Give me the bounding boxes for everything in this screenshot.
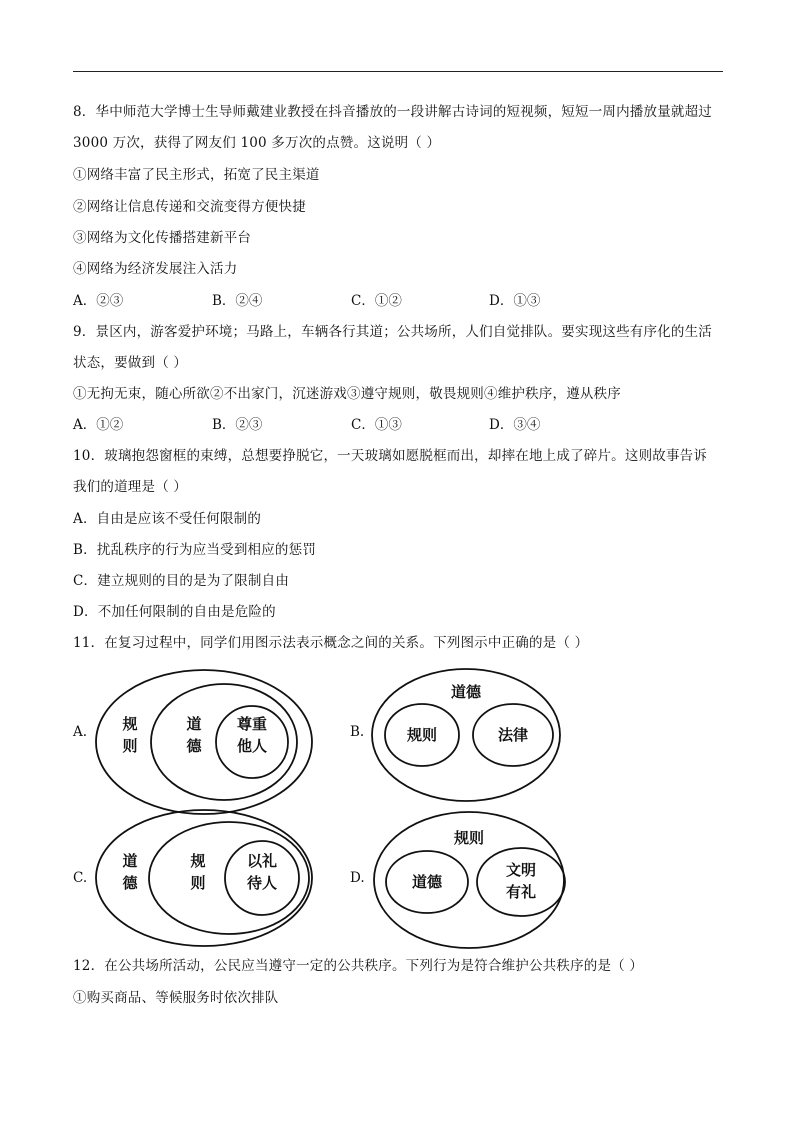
q10-stem-line2: 我们的道理是（ ） [73,479,188,495]
q8-stem-line2: 3000 万次，获得了网友们 100 多万次的点赞。这说明（ ） [73,135,441,151]
q8-option-d[interactable]: D．①③ [489,293,541,309]
diagram-b-left-label: 规则 [406,726,438,744]
q8-option-c[interactable]: C．①② [351,293,402,309]
q11-stem: 11．在复习过程中，同学们用图示法表示概念之间的关系。下列图示中正确的是（ ） [73,635,589,651]
diagram-d-left-label: 道德 [411,873,443,891]
diagram-d-outer-label: 规则 [453,829,485,847]
q12-item-1: ①购买商品、等候服务时依次排队 [73,990,279,1006]
q11-option-b-tag[interactable]: B. [350,724,365,740]
diagram-a-outer-label-2: 则 [122,737,138,755]
q10-option-a[interactable]: A．自由是应该不受任何限制的 [73,511,262,527]
diagram-a-inner-label-1: 尊重 [236,715,268,733]
diagram-a-middle-ellipse [151,684,297,800]
q11-option-c-tag[interactable]: C. [73,870,88,886]
diagram-a-middle-label-2: 德 [186,737,202,755]
q8-item-3: ③网络为文化传播搭建新平台 [73,230,252,246]
q9-option-d[interactable]: D．③④ [489,417,541,433]
diagram-c-outer-label-1: 道 [122,852,138,870]
q9-option-a[interactable]: A．①② [73,417,124,433]
q8-item-4: ④网络为经济发展注入活力 [73,261,238,277]
diagram-c-middle-label-1: 规 [190,852,206,870]
diagram-a-middle-label-1: 道 [186,715,202,733]
q10-option-d[interactable]: D．不加任何限制的自由是危险的 [73,604,276,620]
q9-stem-line2: 状态，要做到（ ） [73,355,188,371]
diagram-a-inner-label-2: 他人 [236,737,268,755]
q11-option-a-tag[interactable]: A. [73,724,88,740]
q9-stem-line1: 9．景区内，游客爱护环境；马路上，车辆各行其道；公共场所，人们自觉排队。要实现这些有序化的生活 [73,324,712,340]
diagram-c-middle-label-2: 则 [190,874,206,892]
diagram-b-outer-label: 道德 [450,683,482,701]
q8-option-b[interactable]: B．②④ [212,293,263,309]
diagram-c-outer-label-2: 德 [122,874,138,892]
q10-option-b[interactable]: B．扰乱秩序的行为应当受到相应的惩罚 [73,542,317,558]
q8-option-a[interactable]: A．②③ [73,293,124,309]
diagram-d-right-ellipse [477,848,565,916]
q11-diagram-d[interactable] [372,810,566,950]
q10-stem-line1: 10．玻璃抱怨窗框的束缚，总想要挣脱它，一天玻璃如愿脱框而出，却摔在地上成了碎片。这则故事告诉 [73,448,708,464]
diagram-a-outer-label-1: 规 [122,715,138,733]
q11-option-d-tag[interactable]: D. [350,870,365,886]
q9-option-c[interactable]: C．①③ [351,417,402,433]
q11-diagram-b[interactable] [370,667,562,803]
q9-items: ①无拘无束，随心所欲②不出家门，沉迷游戏③遵守规则，敬畏规则④维护秩序，遵从秩序 [73,386,621,402]
q8-stem-line1: 8．华中师范大学博士生导师戴建业教授在抖音播放的一段讲解古诗词的短视频，短短一周内播放量就超过 [73,104,712,120]
q11-diagram-a[interactable] [94,667,314,817]
diagram-d-right-label-2: 有礼 [505,883,537,901]
diagram-b-right-label: 法律 [497,726,529,744]
q8-item-2: ②网络让信息传递和交流变得方便快捷 [73,199,306,215]
q11-diagram-c[interactable] [94,808,316,948]
q8-item-1: ①网络丰富了民主形式，拓宽了民主渠道 [73,167,320,183]
q12-stem: 12．在公共场所活动，公民应当遵守一定的公共秩序。下列行为是符合维护公共秩序的是（ ） [73,958,644,974]
diagram-c-middle-ellipse [149,822,309,934]
q9-option-b[interactable]: B．②③ [212,417,263,433]
header-rule [73,71,723,72]
q10-option-c[interactable]: C．建立规则的目的是为了限制自由 [73,573,290,589]
diagram-d-right-label-1: 文明 [505,861,537,879]
diagram-c-inner-label-1: 以礼 [246,852,278,870]
diagram-c-inner-label-2: 待人 [246,874,278,892]
